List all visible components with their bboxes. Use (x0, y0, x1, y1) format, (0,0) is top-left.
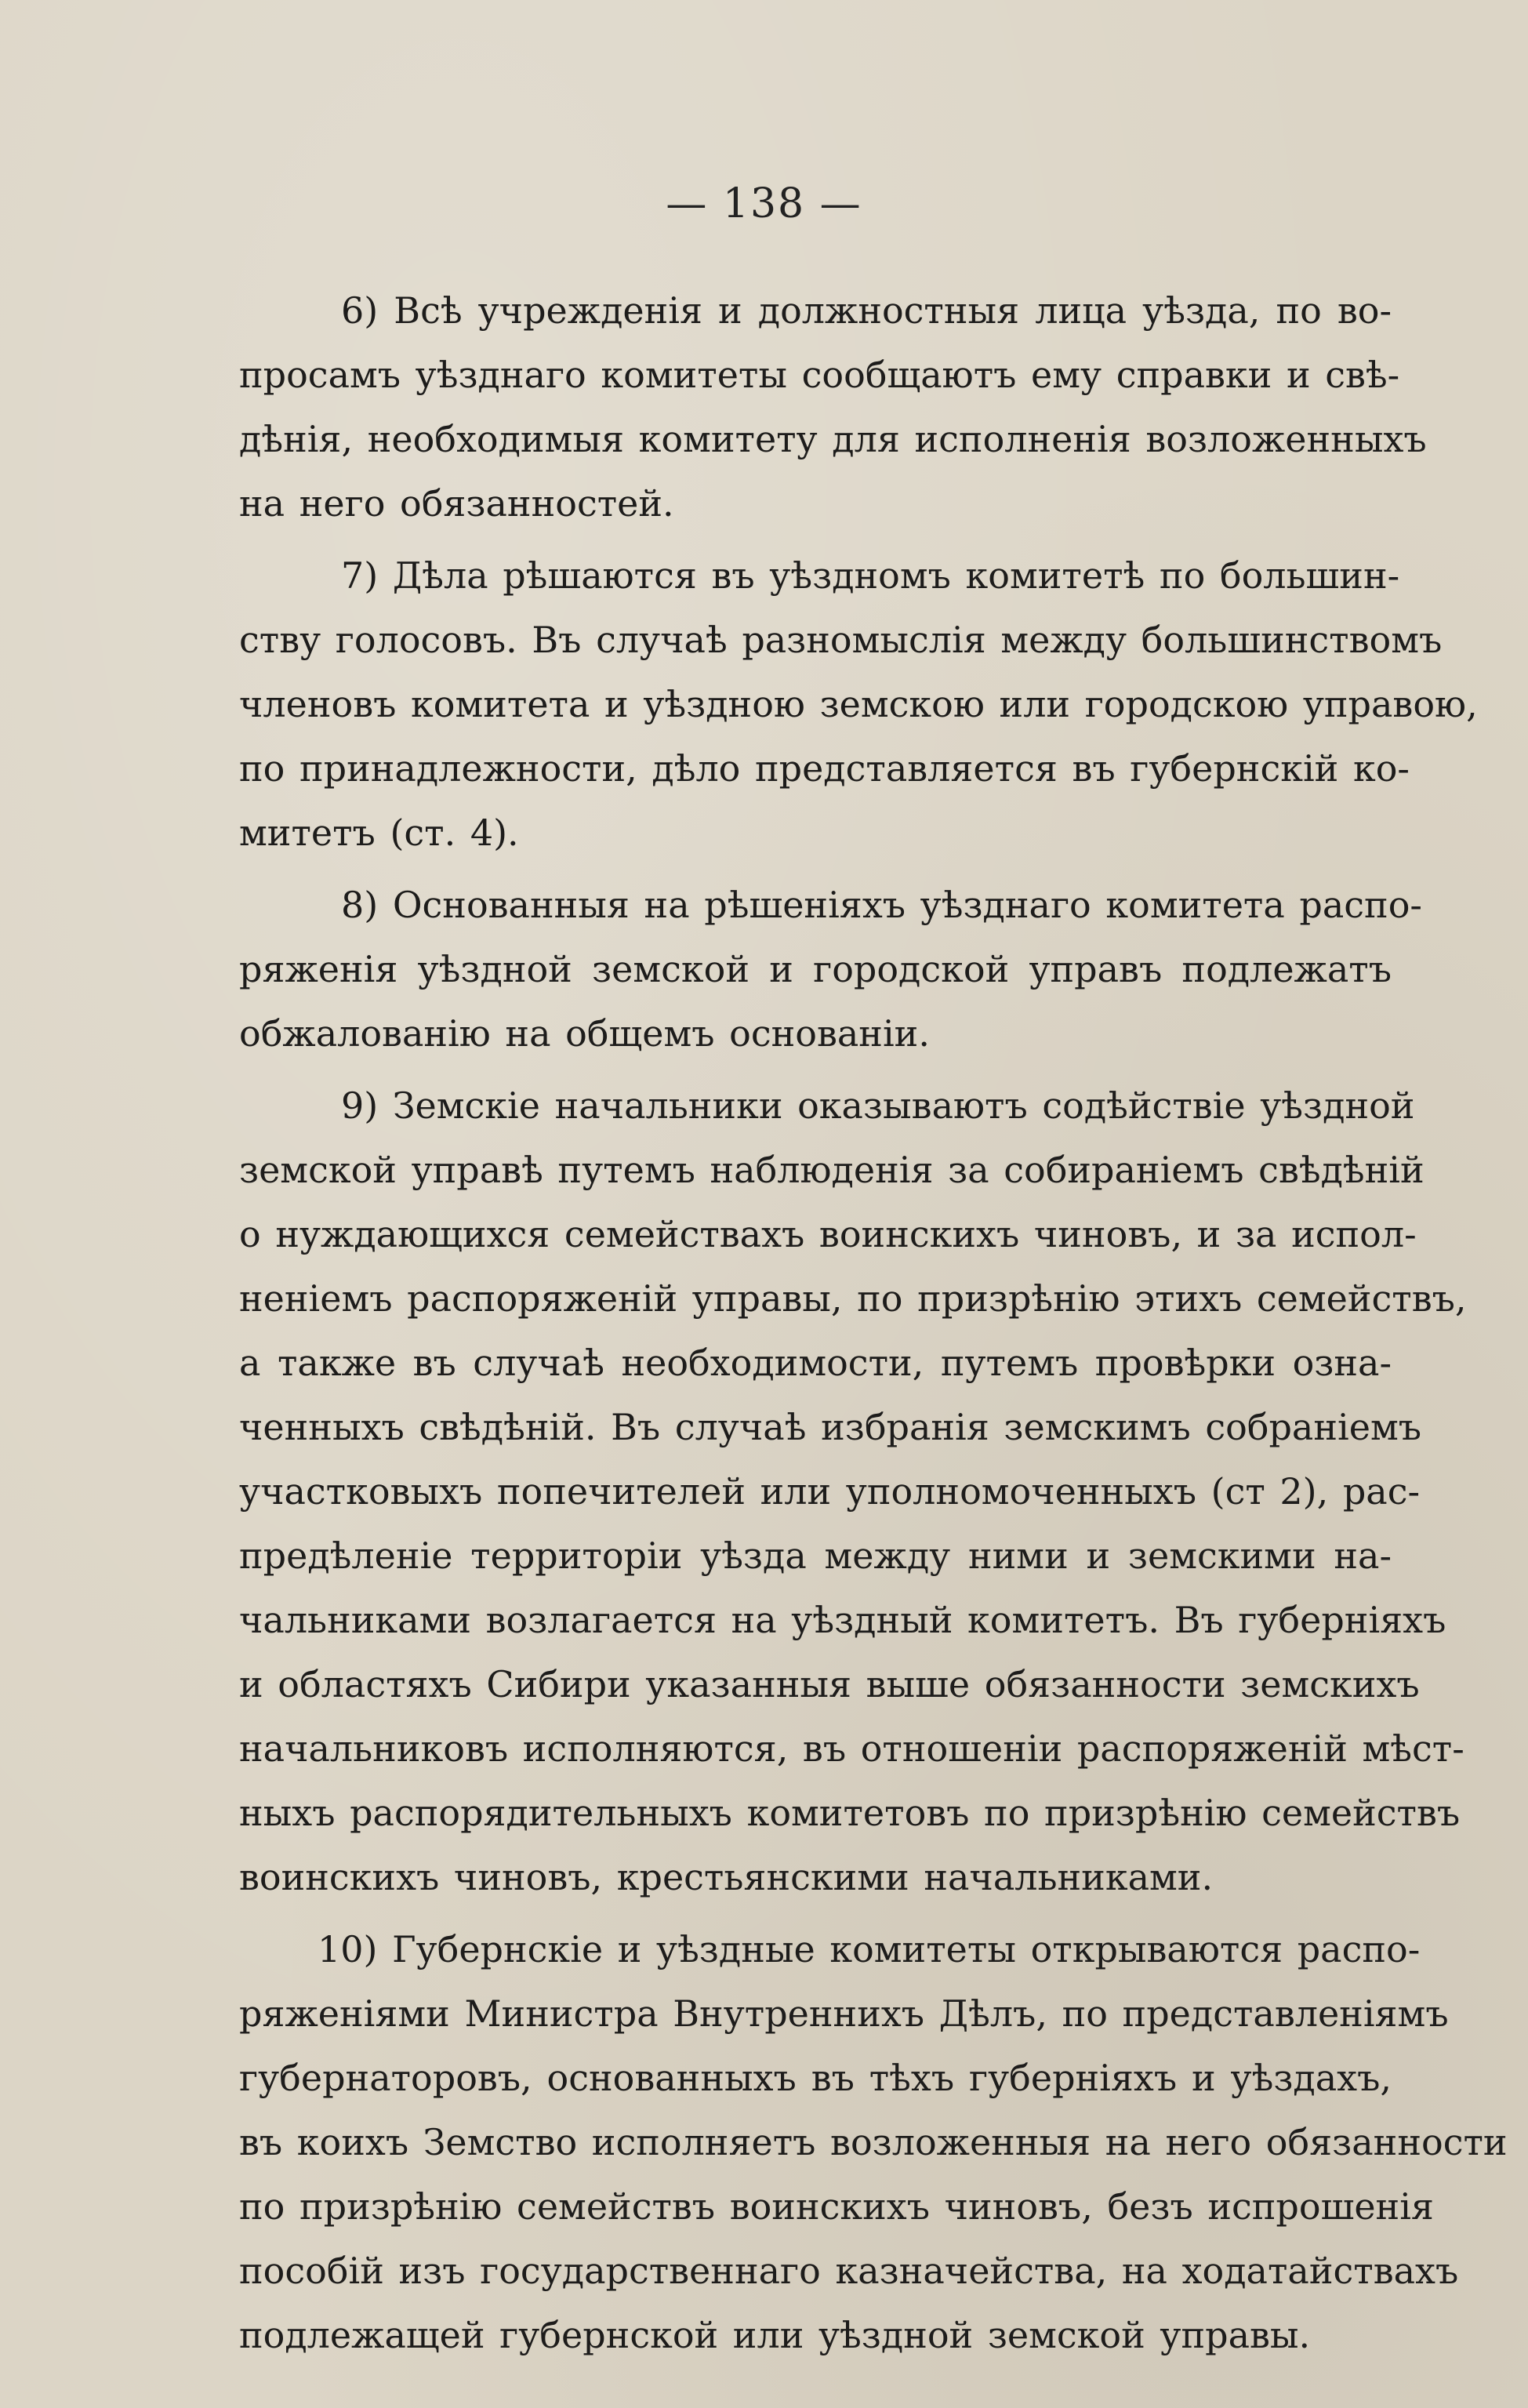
text-line: начальниковъ исполняются, въ отношеніи распоряженій мѣст- (239, 1727, 1464, 1770)
paragraph-gap (239, 1909, 1392, 1917)
text-line: участковыхъ попечителей или уполномоченныхъ (ст 2), рас- (239, 1470, 1421, 1513)
text-line: 8) Основанныя на рѣшеніяхъ уѣзднаго комитета распо- (341, 884, 1422, 926)
text-line: земской управѣ путемъ наблюденія за собираніемъ свѣдѣній (239, 1149, 1425, 1191)
text-line: неніемъ распоряженій управы, по призрѣнію этихъ семействъ, (239, 1277, 1467, 1320)
text-line: подлежащей губернской или уѣздной земской управы. (239, 2314, 1311, 2356)
text-line: 9) Земскіе начальники оказываютъ содѣйствіе уѣздной (341, 1084, 1415, 1127)
text-line: предѣленіе территоріи уѣзда между ними и земскими на- (239, 1535, 1392, 1577)
paragraph-7 (239, 543, 1478, 865)
paragraph-9 (239, 1073, 1467, 1909)
text-line: 10) Губернскіе и уѣздные комитеты открываются распо- (318, 1928, 1421, 1970)
text-line: дѣнія, необходимыя комитету для исполненія возложенныхъ (239, 418, 1427, 460)
body-text (239, 278, 1508, 2367)
text-line: а также въ случаѣ необходимости, путемъ провѣрки озна- (239, 1342, 1392, 1384)
paragraph-gap (239, 865, 1392, 873)
text-line: въ коихъ Земство исполняетъ возложенныя на него обязанности (239, 2121, 1508, 2163)
text-line: о нуждающихся семействахъ воинскихъ чиновъ, и за испол- (239, 1213, 1417, 1255)
paragraph-gap (239, 536, 1392, 543)
text-line: чальниками возлагается на уѣздный комитетъ. Въ губерніяхъ (239, 1599, 1446, 1641)
text-line: ныхъ распорядительныхъ комитетовъ по призрѣнію семействъ (239, 1792, 1461, 1834)
text-line: ству голосовъ. Въ случаѣ разномыслія между большинствомъ (239, 619, 1443, 661)
paragraph-8 (239, 873, 1422, 1066)
text-line: по призрѣнію семействъ воинскихъ чиновъ, безъ испрошенія (239, 2185, 1434, 2228)
text-line: 6) Всѣ учрежденія и должностныя лица уѣзда, по во- (341, 289, 1392, 332)
text-line: просамъ уѣзднаго комитеты сообщаютъ ему справки и свѣ- (239, 354, 1400, 396)
text-line: 7) Дѣла рѣшаются въ уѣздномъ комитетѣ по большин- (341, 554, 1400, 597)
text-line: ряженія уѣздной земской и городской управъ подлежатъ (239, 948, 1392, 990)
text-line: и областяхъ Сибири указанныя выше обязанности земскихъ (239, 1663, 1420, 1705)
text-line: митетъ (ст. 4). (239, 812, 519, 854)
text-line: ченныхъ свѣдѣній. Въ случаѣ избранія земскимъ собраніемъ (239, 1406, 1421, 1448)
text-line: губернаторовъ, основанныхъ въ тѣхъ губерніяхъ и уѣздахъ, (239, 2057, 1392, 2099)
text-line: на него обязанностей. (239, 482, 674, 525)
text-line: пособій изъ государственнаго казначейства, на ходатайствахъ (239, 2250, 1459, 2292)
text-line: ряженіями Министра Внутреннихъ Дѣлъ, по представленіямъ (239, 1992, 1449, 2035)
text-line: по принадлежности, дѣло представляется въ губернскій ко- (239, 747, 1410, 790)
paragraph-6 (239, 278, 1427, 536)
text-line: членовъ комитета и уѣздною земскою или городскою управою, (239, 683, 1478, 725)
text-line: воинскихъ чиновъ, крестьянскими начальниками. (239, 1856, 1214, 1898)
paragraph-gap (239, 1066, 1392, 1073)
text-line: обжалованію на общемъ основаніи. (239, 1012, 930, 1055)
page-number: — 138 — (666, 180, 862, 227)
paragraph-10 (239, 1917, 1508, 2367)
